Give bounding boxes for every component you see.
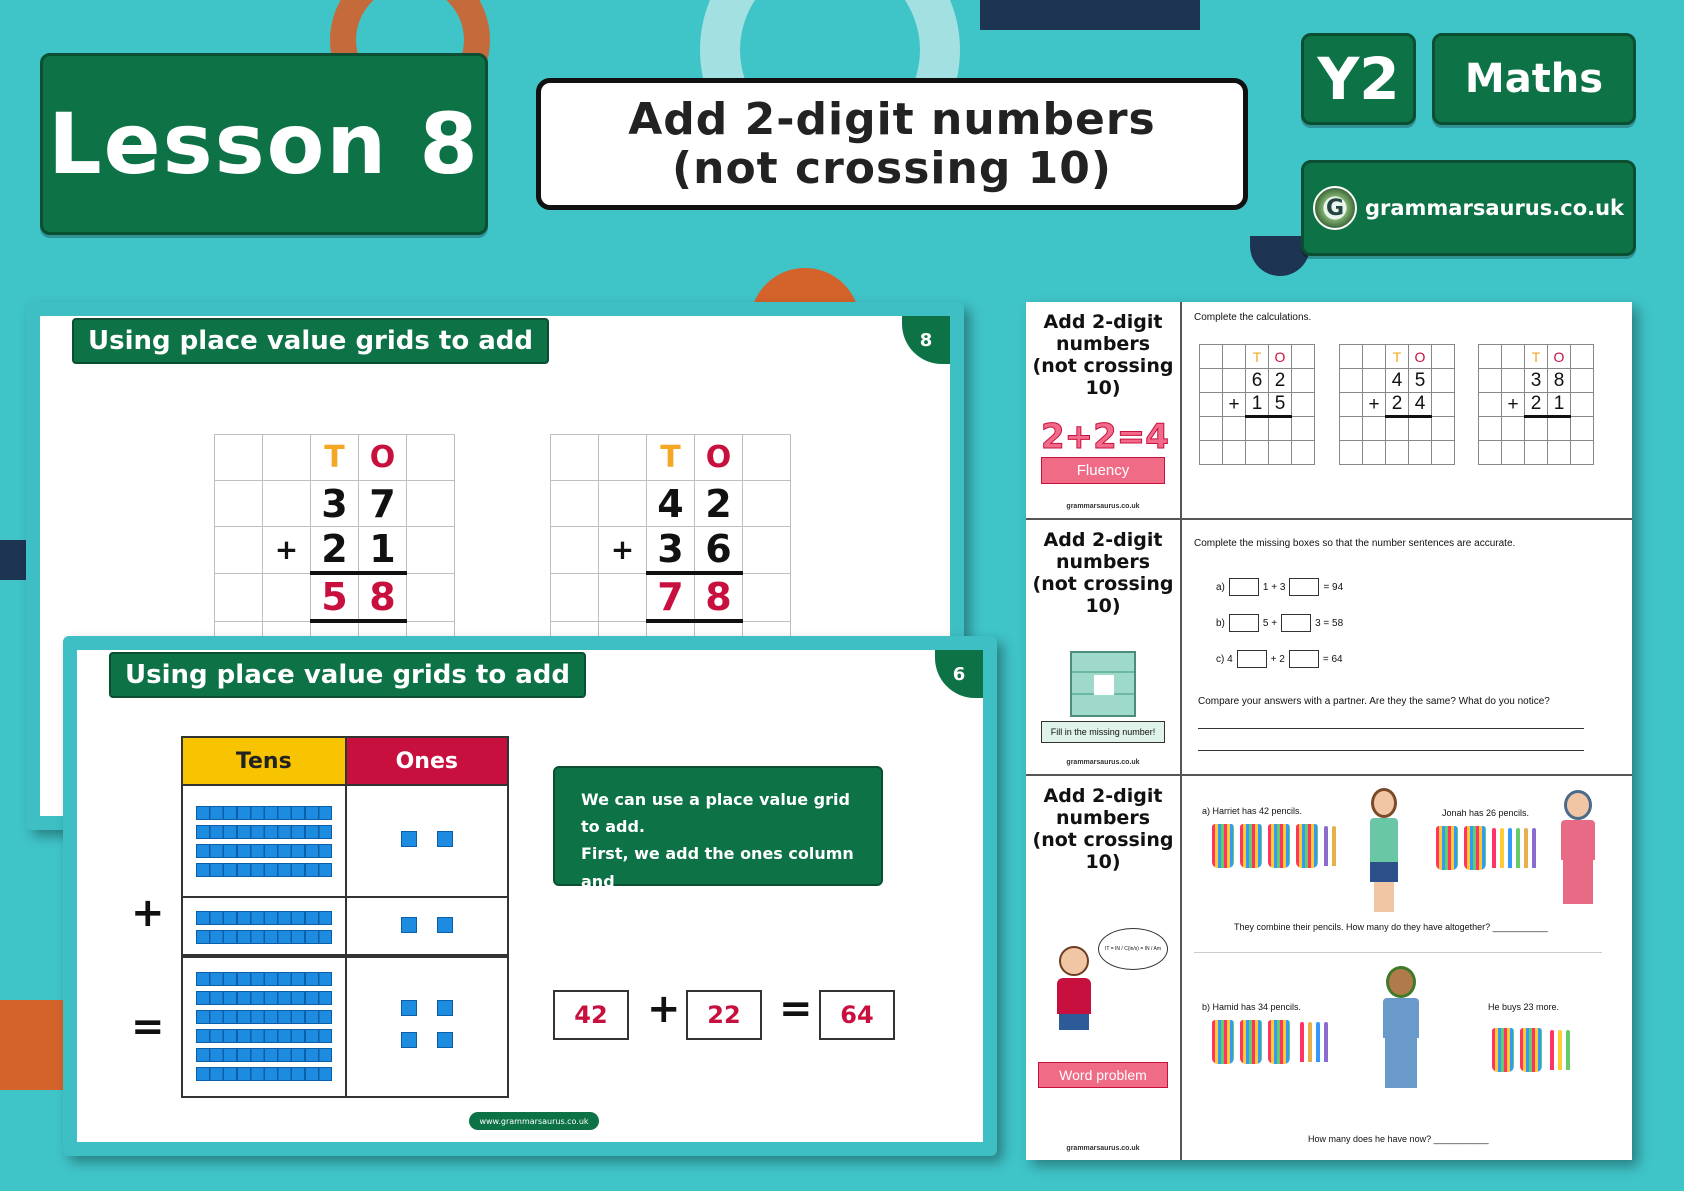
digit: 2 bbox=[1525, 393, 1548, 417]
website-badge[interactable] bbox=[1301, 160, 1636, 256]
pencil-icon bbox=[1532, 828, 1536, 868]
sum-box: 64 bbox=[819, 990, 895, 1040]
missing-box[interactable] bbox=[1229, 614, 1259, 632]
girl-icon bbox=[1364, 788, 1404, 918]
question-text: 1 + 3 bbox=[1262, 581, 1286, 593]
explanation-line: then we add the tens column. bbox=[581, 898, 851, 918]
problem-b-hamid: b) Hamid has 34 pencils. bbox=[1202, 1002, 1302, 1012]
ten-rod bbox=[196, 1010, 332, 1024]
pencil-icon bbox=[1324, 1022, 1328, 1062]
section-header bbox=[1026, 520, 1182, 774]
worksheet-fluency-section bbox=[1026, 302, 1632, 520]
year-badge: Y2 bbox=[1301, 33, 1416, 125]
tens-ones-result-table bbox=[181, 954, 509, 1098]
boy-overalls-icon bbox=[1378, 966, 1424, 1106]
pencil-icon bbox=[1558, 1030, 1562, 1070]
ws-place-value-grid bbox=[1339, 344, 1455, 465]
ten-rod bbox=[196, 930, 332, 944]
pencil-icon bbox=[1324, 826, 1328, 866]
problem-a-harriet: a) Harriet has 42 pencils. bbox=[1202, 806, 1303, 816]
fluency-badge-math: 2+2=4 bbox=[1041, 417, 1169, 458]
title-line: (not crossing 10) bbox=[1032, 572, 1174, 617]
digit: 6 bbox=[695, 527, 743, 574]
pencil-icon bbox=[1332, 826, 1336, 866]
footer-url: grammarsaurus.co.uk bbox=[1066, 1145, 1140, 1152]
ten-rod bbox=[196, 1029, 332, 1043]
question-label: b) bbox=[1216, 617, 1225, 629]
addend-box: 22 bbox=[686, 990, 762, 1040]
footer-url: grammarsaurus.co.uk bbox=[1066, 503, 1140, 510]
tens-label: T bbox=[1386, 345, 1409, 369]
pencil-bundle-icon bbox=[1436, 826, 1458, 870]
digit: 2 bbox=[1269, 369, 1292, 393]
pencil-icon bbox=[1300, 1022, 1304, 1062]
footer-url[interactable] bbox=[469, 1112, 599, 1130]
section-title bbox=[1026, 530, 1180, 617]
section-header bbox=[1026, 302, 1182, 518]
bg-decoration bbox=[0, 1000, 64, 1090]
title-line-1: Add 2-digit numbers bbox=[628, 93, 1156, 145]
digit: 2 bbox=[311, 527, 359, 574]
pencil-bundle-icon bbox=[1268, 824, 1290, 868]
slide-title: Using place value grids to add bbox=[109, 652, 586, 698]
tens-label: T bbox=[1246, 345, 1269, 369]
digit: 7 bbox=[359, 481, 407, 527]
pencil-icon bbox=[1308, 1022, 1312, 1062]
subject-badge: Maths bbox=[1432, 33, 1636, 125]
one-cube bbox=[437, 917, 453, 933]
ones-cell bbox=[346, 955, 508, 1097]
answer-line[interactable] bbox=[1198, 750, 1584, 751]
missing-box[interactable] bbox=[1229, 578, 1259, 596]
missing-box[interactable] bbox=[1281, 614, 1311, 632]
ones-label: O bbox=[1548, 345, 1571, 369]
digit: 4 bbox=[647, 481, 695, 527]
instruction: Complete the missing boxes so that the number sentences are accurate. bbox=[1194, 538, 1516, 549]
bg-decoration bbox=[980, 0, 1200, 30]
title-line: (not crossing 10) bbox=[1032, 828, 1174, 873]
thought-bubble: IT = IN / C(in/s) = IN / Am bbox=[1098, 928, 1168, 970]
digit: 3 bbox=[647, 527, 695, 574]
pencil-icon bbox=[1550, 1030, 1554, 1070]
pencil-bundle-icon bbox=[1296, 824, 1318, 868]
pencil-bundle-icon bbox=[1492, 1028, 1514, 1072]
lesson-title bbox=[536, 78, 1248, 210]
slide-number: 6 bbox=[935, 650, 983, 698]
plus-sign: + bbox=[263, 527, 311, 574]
addend-box: 42 bbox=[553, 990, 629, 1040]
section-title bbox=[1026, 312, 1180, 399]
tens-label: T bbox=[1525, 345, 1548, 369]
boy-icon bbox=[1556, 790, 1600, 920]
jigsaw-icon bbox=[1070, 651, 1136, 717]
question-text: + 2 bbox=[1270, 653, 1285, 665]
pencil-bundle-icon bbox=[1240, 824, 1262, 868]
digit: 5 bbox=[1409, 369, 1432, 393]
fluency-badge: Fluency bbox=[1041, 457, 1165, 484]
ten-rod bbox=[196, 1067, 332, 1081]
question-label: a) bbox=[1216, 581, 1225, 593]
ones-label: O bbox=[1269, 345, 1292, 369]
ws-place-value-grid bbox=[1199, 344, 1315, 465]
tens-cell bbox=[182, 897, 346, 957]
ten-rod bbox=[196, 991, 332, 1005]
explanation-line: First, we add the ones column and bbox=[581, 844, 854, 891]
ones-label: O bbox=[1409, 345, 1432, 369]
digit: 8 bbox=[1548, 369, 1571, 393]
section-header bbox=[1026, 776, 1182, 1160]
ten-rod bbox=[196, 972, 332, 986]
answer-cell[interactable] bbox=[1548, 417, 1571, 441]
equals-sign: = bbox=[131, 1004, 165, 1050]
problem-a-question: They combine their pencils. How many do they have altogether? ___________ bbox=[1234, 922, 1548, 932]
digit: 2 bbox=[695, 481, 743, 527]
pencil-bundle-icon bbox=[1464, 826, 1486, 870]
ten-rod bbox=[196, 863, 332, 877]
plus-sign: + bbox=[1502, 393, 1525, 417]
one-cube bbox=[401, 917, 417, 933]
slide-title: Using place value grids to add bbox=[72, 318, 549, 364]
problem-a-jonah: Jonah has 26 pencils. bbox=[1442, 808, 1530, 818]
explanation-box bbox=[553, 766, 883, 918]
tens-label: T bbox=[647, 435, 695, 481]
one-cube bbox=[437, 1000, 453, 1016]
ones-label: O bbox=[359, 435, 407, 481]
compare-prompt: Compare your answers with a partner. Are they the same? What do you notice? bbox=[1198, 696, 1550, 707]
one-cube bbox=[437, 1032, 453, 1048]
worksheet bbox=[1026, 302, 1632, 1160]
question-c bbox=[1216, 650, 1343, 668]
worksheet-missing-number-section bbox=[1026, 520, 1632, 776]
ten-rod bbox=[196, 825, 332, 839]
digit: 1 bbox=[1246, 393, 1269, 417]
title-line: (not crossing 10) bbox=[1032, 354, 1174, 399]
pencil-icon bbox=[1516, 828, 1520, 868]
title-line: numbers bbox=[1055, 332, 1151, 355]
section-title bbox=[1026, 786, 1180, 873]
instruction: Complete the calculations. bbox=[1194, 312, 1312, 323]
explanation-line: We can use a place value grid to add. bbox=[581, 790, 850, 837]
ones-label: O bbox=[695, 435, 743, 481]
question-text: = 64 bbox=[1322, 653, 1343, 665]
pencil-icon bbox=[1492, 828, 1496, 868]
place-value-grid bbox=[550, 434, 791, 668]
word-problem-badge: Word problem bbox=[1038, 1062, 1168, 1088]
sum-digit: 7 bbox=[647, 573, 695, 621]
digit: 4 bbox=[1386, 369, 1409, 393]
plus-sign: + bbox=[599, 527, 647, 574]
plus-sign: + bbox=[131, 890, 165, 936]
pencil-bundle-icon bbox=[1212, 1020, 1234, 1064]
missing-box[interactable] bbox=[1289, 650, 1319, 668]
lesson-label: Lesson 8 bbox=[40, 53, 488, 235]
missing-box[interactable] bbox=[1237, 650, 1267, 668]
divider bbox=[1194, 952, 1602, 953]
pencil-icon bbox=[1524, 828, 1528, 868]
ones-cell bbox=[346, 785, 508, 897]
question-text: 3 = 58 bbox=[1315, 617, 1344, 629]
one-cube bbox=[401, 1000, 417, 1016]
digit: 4 bbox=[1409, 393, 1432, 417]
one-cube bbox=[401, 1032, 417, 1048]
worksheet-word-problem-section bbox=[1026, 776, 1632, 1160]
ten-rod bbox=[196, 1048, 332, 1062]
tens-header: Tens bbox=[182, 737, 346, 785]
digit: 3 bbox=[311, 481, 359, 527]
answer-line[interactable] bbox=[1198, 728, 1584, 729]
ones-header: Ones bbox=[346, 737, 508, 785]
ones-cell bbox=[346, 897, 508, 957]
problem-b-buys: He buys 23 more. bbox=[1488, 1002, 1560, 1012]
pencil-icon bbox=[1508, 828, 1512, 868]
footer-url-text: www.grammarsaurus.co.uk bbox=[479, 1116, 589, 1126]
problem-b-question: How many does he have now? ___________ bbox=[1308, 1134, 1489, 1144]
footer-url: grammarsaurus.co.uk bbox=[1066, 759, 1140, 766]
pencil-icon bbox=[1566, 1030, 1570, 1070]
one-cube bbox=[401, 831, 417, 847]
one-cube bbox=[437, 831, 453, 847]
ten-rod bbox=[196, 806, 332, 820]
website-url: grammarsaurus.co.uk bbox=[1364, 196, 1625, 220]
plus-sign: + bbox=[1363, 393, 1386, 417]
pencil-bundle-icon bbox=[1212, 824, 1234, 868]
answer-cell[interactable] bbox=[1246, 417, 1269, 441]
plus-sign: + bbox=[1223, 393, 1246, 417]
answer-cell[interactable] bbox=[1386, 417, 1409, 441]
ten-rod bbox=[196, 844, 332, 858]
answer-cell[interactable] bbox=[1269, 417, 1292, 441]
pencil-bundle-icon bbox=[1240, 1020, 1262, 1064]
equals-sign: = bbox=[779, 986, 813, 1032]
title-line: numbers bbox=[1055, 550, 1151, 573]
ten-rod bbox=[196, 911, 332, 925]
question-text: 5 + bbox=[1262, 617, 1278, 629]
title-line: Add 2-digit bbox=[1043, 311, 1163, 333]
digit: 3 bbox=[1525, 369, 1548, 393]
answer-cell[interactable] bbox=[1525, 417, 1548, 441]
tens-ones-table bbox=[181, 736, 509, 958]
ws-place-value-grid bbox=[1478, 344, 1594, 465]
sum-digit: 5 bbox=[311, 573, 359, 621]
title-line: numbers bbox=[1055, 806, 1151, 829]
question-label: c) 4 bbox=[1216, 653, 1233, 665]
slide-number: 8 bbox=[902, 316, 950, 364]
pencil-icon bbox=[1316, 1022, 1320, 1062]
question-text: = 94 bbox=[1323, 581, 1344, 593]
grammarsaurus-logo-icon: G bbox=[1313, 186, 1357, 230]
missing-box[interactable] bbox=[1289, 578, 1319, 596]
title-line: Add 2-digit bbox=[1043, 529, 1163, 551]
answer-cell[interactable] bbox=[1409, 417, 1432, 441]
plus-sign: + bbox=[647, 986, 681, 1032]
pencil-bundle-icon bbox=[1268, 1020, 1290, 1064]
missing-number-badge: Fill in the missing number! bbox=[1041, 721, 1165, 743]
question-b bbox=[1216, 614, 1343, 632]
digit: 1 bbox=[1548, 393, 1571, 417]
title-line: Add 2-digit bbox=[1043, 785, 1163, 807]
thinking-boy-icon bbox=[1054, 946, 1094, 1036]
tens-cell bbox=[182, 955, 346, 1097]
digit: 6 bbox=[1246, 369, 1269, 393]
digit: 1 bbox=[359, 527, 407, 574]
question-a bbox=[1216, 578, 1343, 596]
digit: 2 bbox=[1386, 393, 1409, 417]
title-line-2: (not crossing 10) bbox=[672, 143, 1112, 194]
pencil-icon bbox=[1500, 828, 1504, 868]
sum-digit: 8 bbox=[359, 573, 407, 621]
tens-label: T bbox=[311, 435, 359, 481]
tens-cell bbox=[182, 785, 346, 897]
place-value-grid bbox=[214, 434, 455, 668]
digit: 5 bbox=[1269, 393, 1292, 417]
pencil-bundle-icon bbox=[1520, 1028, 1542, 1072]
slide-tens-ones-addition bbox=[63, 636, 997, 1156]
sum-digit: 8 bbox=[695, 573, 743, 621]
